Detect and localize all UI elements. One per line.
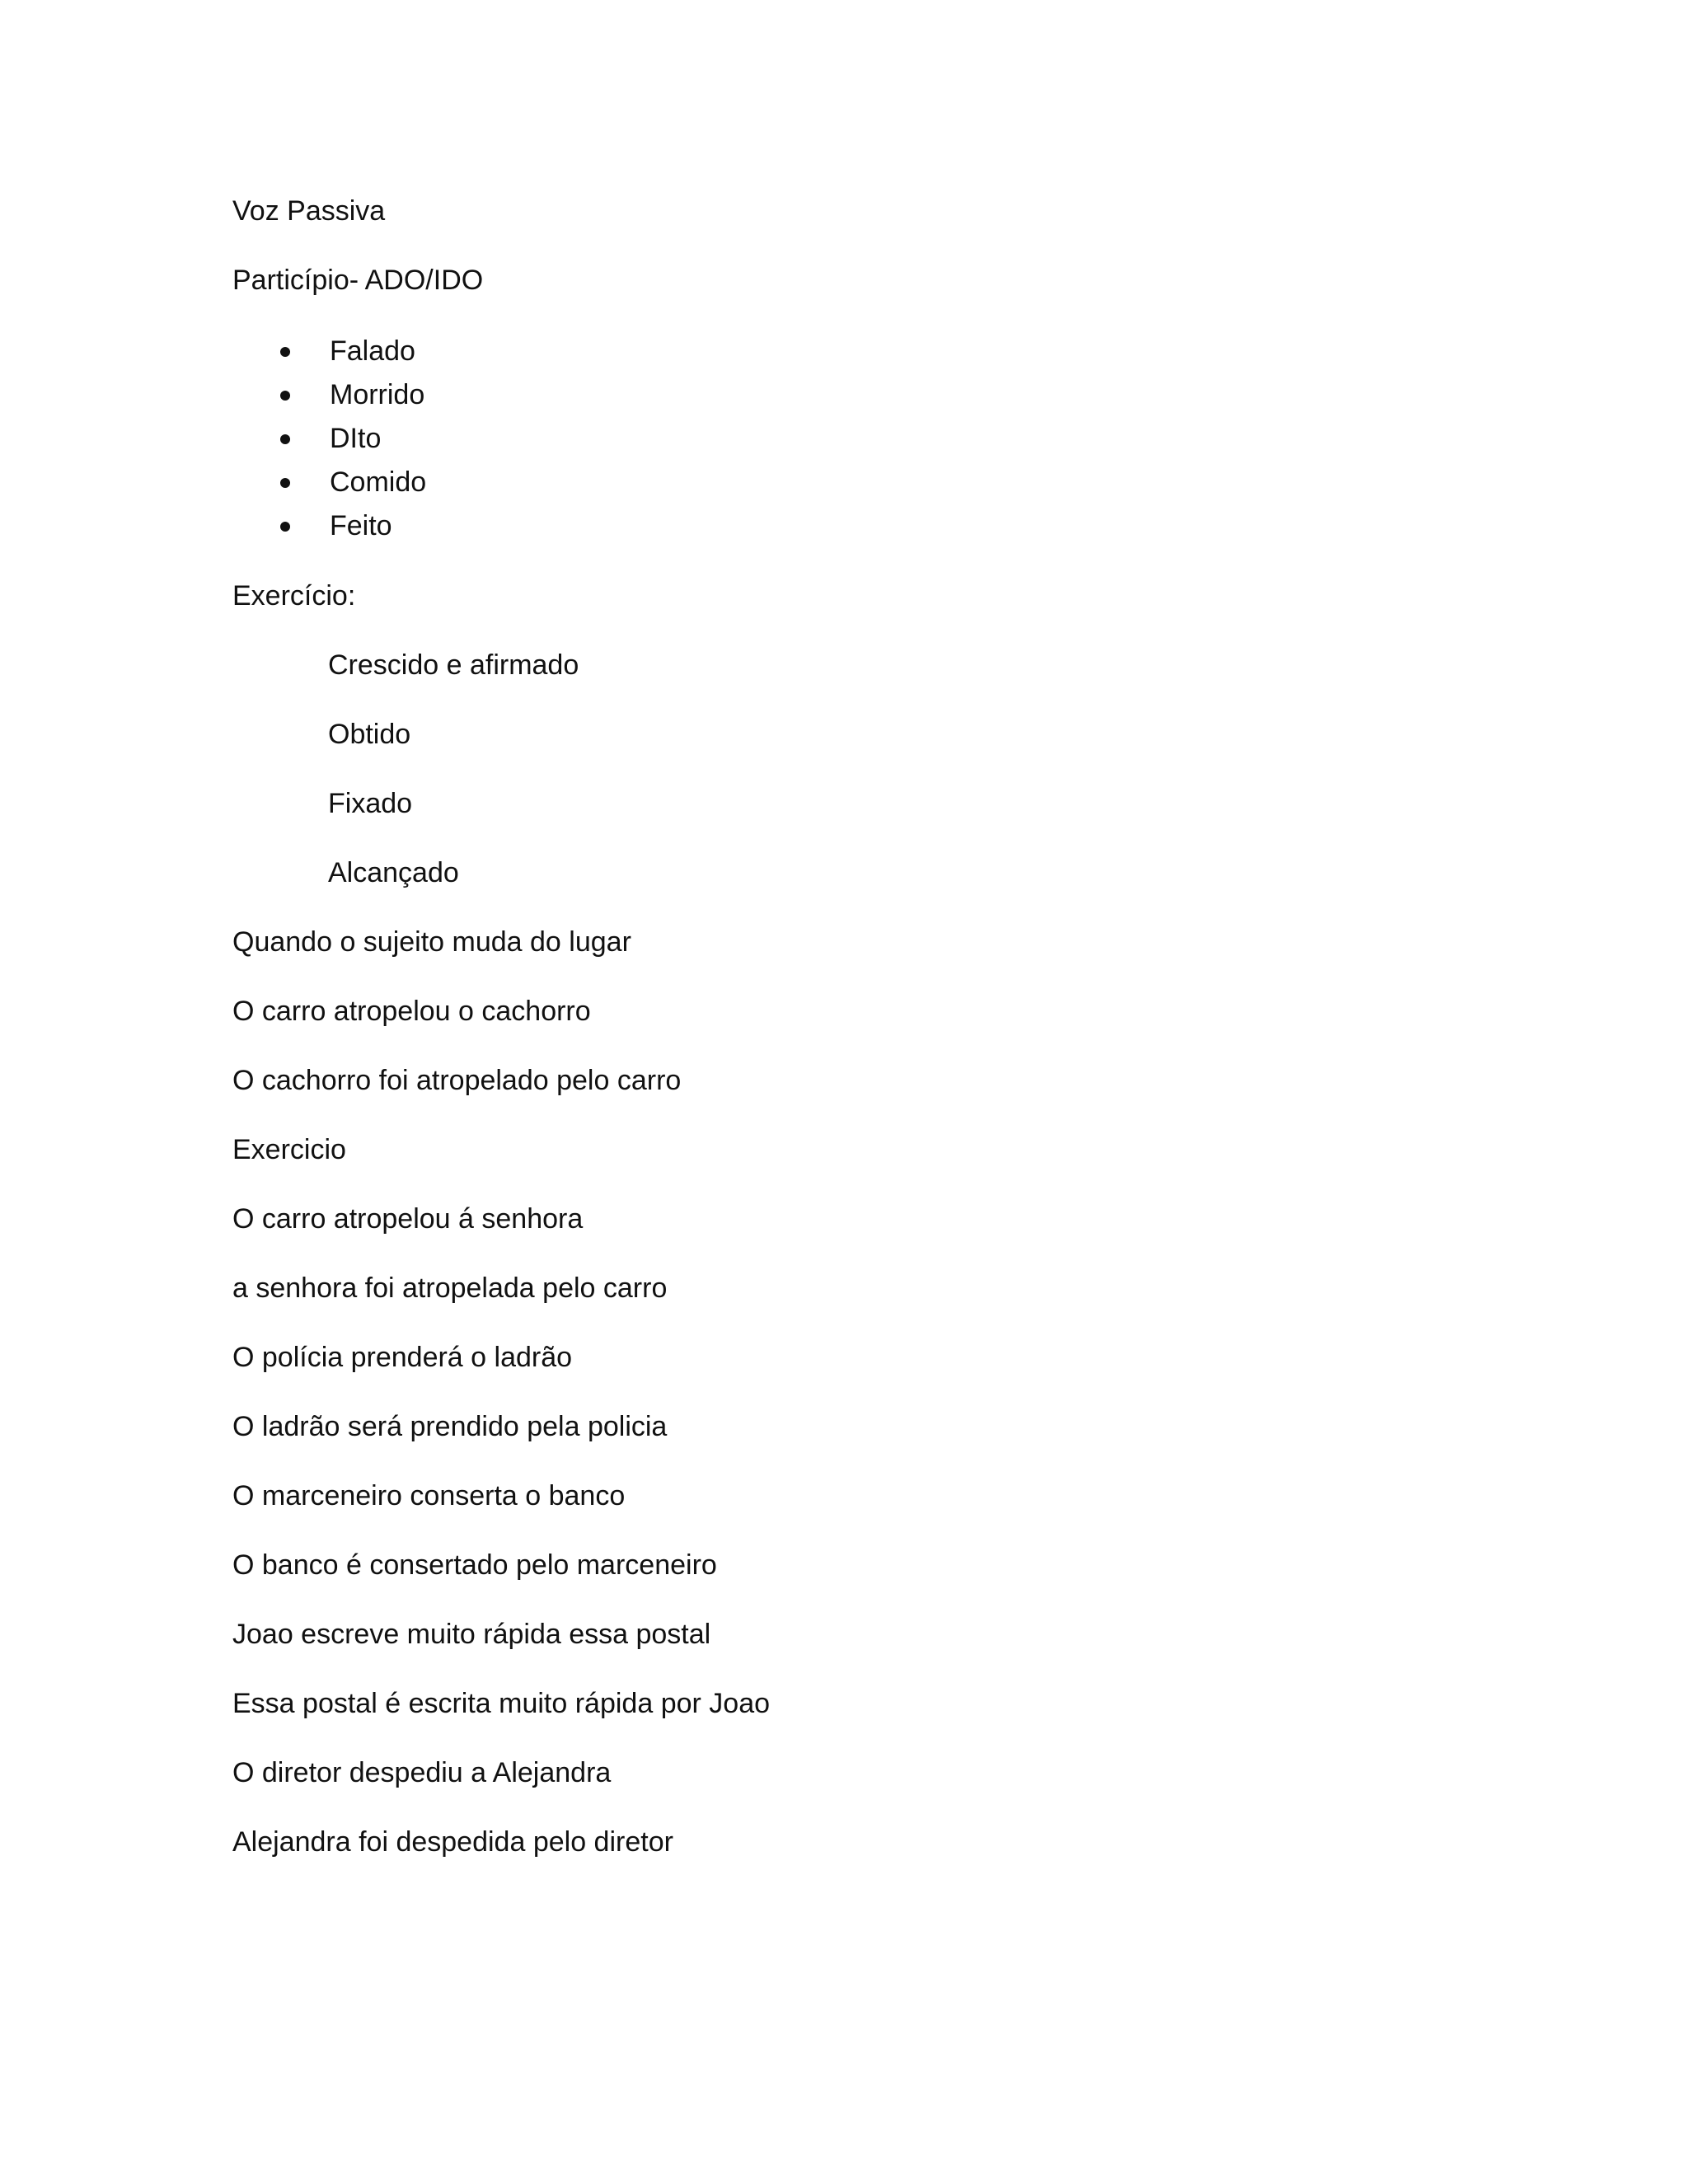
sentence: O carro atropelou á senhora [232,1203,584,1235]
list-item-text: Falado [330,335,415,367]
sentence: Alejandra foi despedida pelo diretor [232,1826,673,1858]
exercise-word: Fixado [328,788,413,819]
example-passive: O cachorro foi atropelado pelo carro [232,1065,682,1096]
sentence: O ladrão será prendido pela policia [232,1411,668,1442]
exercise-word: Alcançado [328,857,459,888]
sentence: O polícia prenderá o ladrão [232,1342,573,1373]
bullet-icon [280,478,290,488]
list-item-text: Feito [330,510,392,541]
exercise-word: Crescido e afirmado [328,649,579,681]
exercise-word: Obtido [328,719,411,750]
list-item-text: DIto [330,423,382,454]
bullet-icon [280,347,290,357]
exercise2-heading: Exercicio [232,1134,346,1165]
bullet-icon [280,391,290,401]
bullet-icon [280,522,290,532]
sentence: O diretor despediu a Alejandra [232,1757,612,1788]
rule-text: Quando o sujeito muda do lugar [232,926,631,958]
bullet-icon [280,434,290,444]
sentence: a senhora foi atropelada pelo carro [232,1272,668,1304]
example-active: O carro atropelou o cachorro [232,996,591,1027]
sentence: O banco é consertado pelo marceneiro [232,1549,717,1581]
sentence: Joao escreve muito rápida essa postal [232,1619,711,1650]
participle-heading: Particípio- ADO/IDO [232,265,484,296]
sentence: O marceneiro conserta o banco [232,1480,626,1511]
exercise-heading: Exercício: [232,580,356,612]
list-item-text: Comido [330,466,427,498]
document-title: Voz Passiva [232,195,386,227]
list-item-text: Morrido [330,379,425,410]
sentence: Essa postal é escrita muito rápida por Joao [232,1688,771,1719]
